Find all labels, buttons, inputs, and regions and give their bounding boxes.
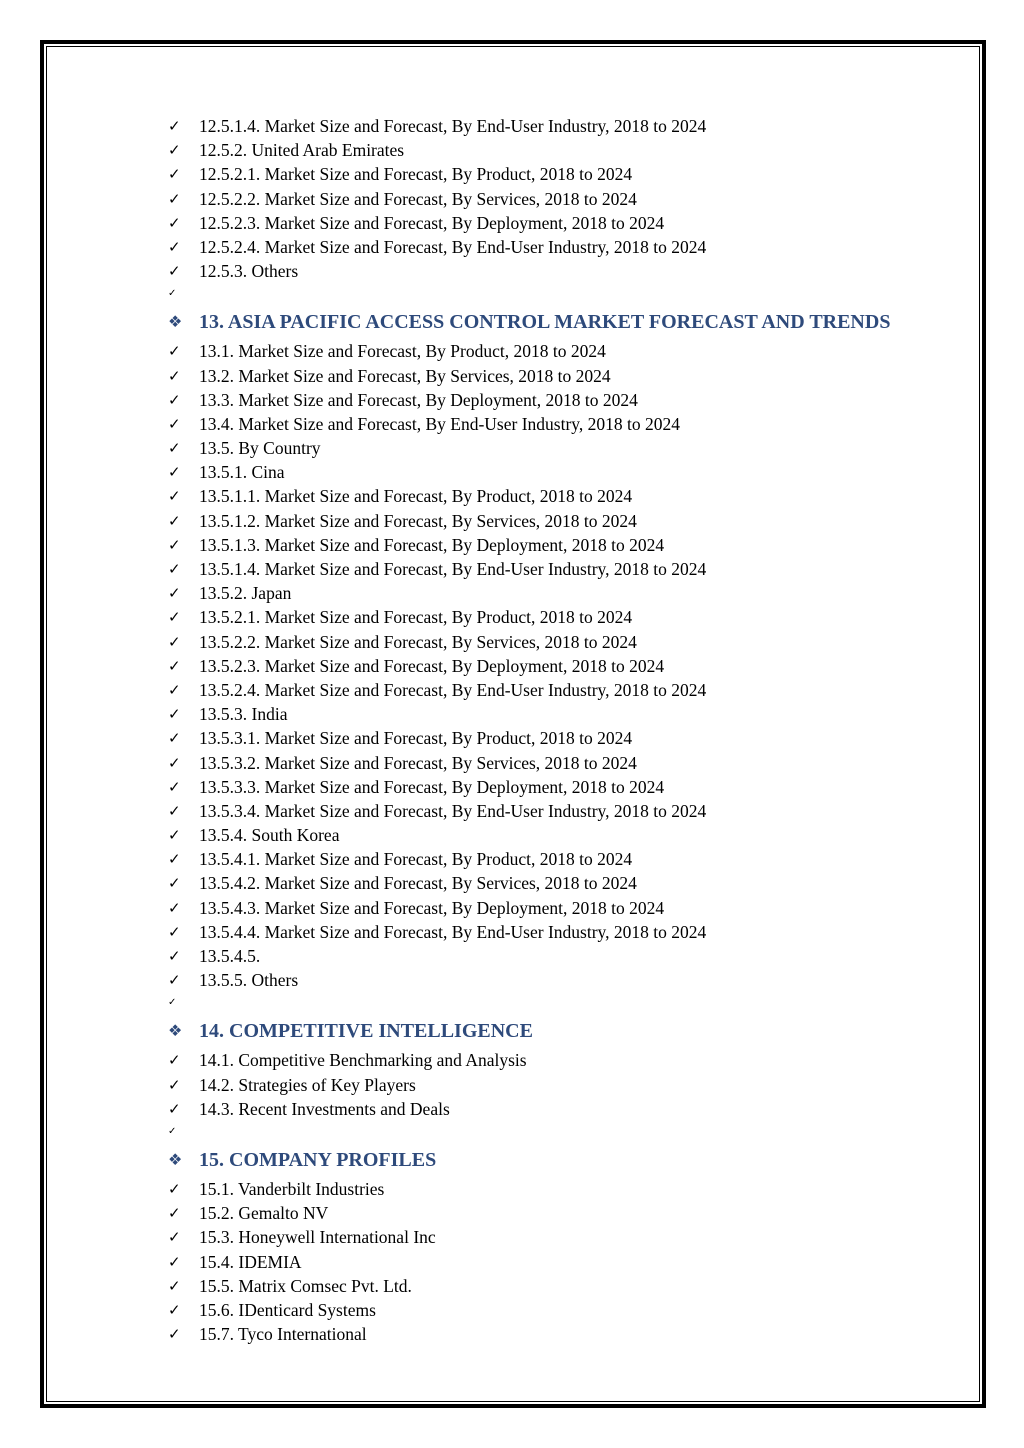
list-item-text: 13.5.4.5. [199, 946, 261, 966]
section-heading-text: 15. COMPANY PROFILES [199, 1148, 437, 1171]
section-12-list [168, 114, 948, 305]
checkmark-icon: ✓ [168, 1325, 181, 1344]
checkmark-icon: ✓ [168, 1204, 181, 1223]
list-item [168, 799, 948, 823]
list-item-text: 13.5.1.3. Market Size and Forecast, By Deployment, 2018 to 2024 [199, 534, 665, 555]
list-item-text: 12.5.1.4. Market Size and Forecast, By End-User Industry, 2018 to 2024 [199, 116, 707, 136]
checkmark-icon: ✓ [168, 1125, 177, 1137]
list-item-text: 15.5. Matrix Comsec Pvt. Ltd. [199, 1275, 412, 1296]
checkmark-icon: ✓ [168, 342, 181, 361]
list-item-text: 13.2. Market Size and Forecast, By Services, 2018 to 2024 [199, 365, 611, 386]
checkmark-icon: ✓ [168, 826, 181, 845]
list-item [168, 187, 948, 211]
checkmark-icon: ✓ [168, 1228, 181, 1247]
list-item [168, 630, 948, 654]
checkmark-icon: ✓ [168, 947, 181, 965]
empty-list-item [168, 1121, 948, 1143]
list-item-text: 13.5.4.2. Market Size and Forecast, By Services, 2018 to 2024 [199, 873, 637, 894]
list-item-text: 13.4. Market Size and Forecast, By End-User Industry, 2018 to 2024 [199, 413, 681, 434]
checkmark-icon: ✓ [168, 262, 181, 281]
checkmark-icon: ✓ [168, 850, 181, 869]
checkmark-icon: ✓ [168, 1252, 181, 1271]
list-item-text: 13.5.1.4. Market Size and Forecast, By End-User Industry, 2018 to 2024 [199, 559, 707, 579]
checkmark-icon: ✓ [168, 1075, 181, 1094]
checkmark-icon: ✓ [168, 141, 181, 160]
list-item-text: 14.2. Strategies of Key Players [199, 1074, 416, 1095]
list-item [168, 968, 948, 992]
checkmark-icon: ✓ [168, 922, 181, 941]
list-item-text: 12.5.2. United Arab Emirates [199, 140, 405, 161]
list-item [168, 726, 948, 750]
list-item-text: 15.3. Honeywell International Inc [199, 1227, 436, 1248]
list-item [168, 678, 948, 702]
list-item [168, 162, 948, 186]
diamond-bullet-icon: ❖ [168, 312, 183, 332]
checkmark-icon: ✓ [168, 753, 181, 772]
checkmark-icon: ✓ [168, 1051, 181, 1070]
checkmark-icon: ✓ [168, 165, 181, 184]
checkmark-icon: ✓ [168, 117, 181, 135]
list-item [168, 775, 948, 799]
checkmark-icon: ✓ [168, 874, 181, 893]
list-item [168, 114, 948, 138]
list-item-text: 14.3. Recent Investments and Deals [199, 1098, 450, 1119]
list-item [168, 1274, 948, 1298]
list-item-text: 13.5.4.4. Market Size and Forecast, By End-User Industry, 2018 to 2024 [199, 921, 707, 942]
list-item [168, 211, 948, 235]
checkmark-icon: ✓ [168, 189, 181, 208]
list-item-text: 15.6. IDenticard Systems [199, 1299, 376, 1320]
checkmark-icon: ✓ [168, 971, 181, 990]
list-item [168, 1298, 948, 1322]
list-item [168, 533, 948, 557]
list-item [168, 920, 948, 944]
list-item-text: 13.5.2.3. Market Size and Forecast, By Deployment, 2018 to 2024 [199, 655, 665, 676]
diamond-bullet-icon: ❖ [168, 1021, 183, 1041]
list-item [168, 1177, 948, 1201]
list-item-text: 13.3. Market Size and Forecast, By Deployment, 2018 to 2024 [199, 389, 638, 410]
list-item-text: 13.5. By Country [199, 438, 321, 459]
checkmark-icon: ✓ [168, 237, 181, 256]
list-item-text: 13.5.2.1. Market Size and Forecast, By Product, 2018 to 2024 [199, 607, 633, 628]
list-item [168, 847, 948, 871]
list-item [168, 751, 948, 775]
diamond-bullet-icon: ❖ [168, 1149, 183, 1169]
checkmark-icon: ✓ [168, 414, 181, 433]
list-item [168, 364, 948, 388]
list-item-text: 13.5.4.1. Market Size and Forecast, By Product, 2018 to 2024 [199, 849, 633, 870]
list-item-text: 13.1. Market Size and Forecast, By Product, 2018 to 2024 [199, 341, 606, 362]
checkmark-icon: ✓ [168, 560, 181, 578]
list-item-text: 13.5.1.2. Market Size and Forecast, By Services, 2018 to 2024 [199, 510, 637, 531]
list-item-text: 15.7. Tyco International [199, 1324, 367, 1345]
checkmark-icon: ✓ [168, 997, 177, 1009]
list-item [168, 581, 948, 605]
list-item-text: 13.5.2.4. Market Size and Forecast, By End-User Industry, 2018 to 2024 [199, 679, 707, 700]
list-item-text: 12.5.2.2. Market Size and Forecast, By Services, 2018 to 2024 [199, 188, 637, 209]
checkmark-icon: ✓ [168, 1099, 181, 1118]
list-item [168, 412, 948, 436]
checkmark-icon: ✓ [168, 705, 181, 724]
list-item [168, 1048, 948, 1072]
list-item-text: 12.5.3. Others [199, 261, 299, 282]
checkmark-icon: ✓ [168, 1300, 181, 1319]
checkmark-icon: ✓ [168, 656, 181, 675]
checkmark-icon: ✓ [168, 898, 181, 917]
checkmark-icon: ✓ [168, 777, 181, 796]
checkmark-icon: ✓ [168, 366, 181, 385]
list-item [168, 823, 948, 847]
list-item-text: 12.5.2.1. Market Size and Forecast, By Product, 2018 to 2024 [199, 164, 633, 185]
list-item-text: 13.5.4. South Korea [199, 825, 340, 846]
list-item [168, 896, 948, 920]
list-item [168, 702, 948, 726]
list-item [168, 1322, 948, 1346]
list-item [168, 871, 948, 895]
list-item [168, 1225, 948, 1249]
list-item [168, 460, 948, 484]
checkmark-icon: ✓ [168, 1179, 181, 1198]
empty-list-item [168, 992, 948, 1014]
section-heading [168, 1143, 948, 1177]
list-item-text: 13.5.3. India [199, 704, 288, 725]
checkmark-icon: ✓ [168, 584, 181, 603]
section-13 [168, 305, 948, 1014]
section-15 [168, 1143, 948, 1346]
list-item-text: 13.5.3.3. Market Size and Forecast, By Deployment, 2018 to 2024 [199, 776, 665, 797]
list-item-text: 15.2. Gemalto NV [199, 1203, 329, 1224]
list-item [168, 259, 948, 283]
checkmark-icon: ✓ [168, 632, 181, 651]
checkmark-icon: ✓ [168, 680, 181, 699]
list-item [168, 1250, 948, 1274]
list-item [168, 654, 948, 678]
section-heading [168, 305, 948, 339]
empty-list-item [168, 283, 948, 305]
list-item [168, 605, 948, 629]
table-of-contents [168, 114, 948, 1346]
checkmark-icon: ✓ [168, 729, 181, 748]
section-14 [168, 1014, 948, 1143]
checkmark-icon: ✓ [168, 801, 181, 820]
checkmark-icon: ✓ [168, 487, 181, 506]
list-item-text: 13.5.5. Others [199, 970, 299, 991]
list-item [168, 138, 948, 162]
section-heading-text: 14. COMPETITIVE INTELLIGENCE [199, 1020, 533, 1043]
checkmark-icon: ✓ [168, 1276, 181, 1295]
list-item-text: 13.5.3.4. Market Size and Forecast, By End-User Industry, 2018 to 2024 [199, 800, 707, 821]
section-heading-text: 13. ASIA PACIFIC ACCESS CONTROL MARKET FORECAST AND TRENDS [199, 311, 891, 334]
list-item [168, 484, 948, 508]
list-item [168, 944, 948, 968]
list-item-text: 15.4. IDEMIA [199, 1251, 302, 1272]
checkmark-icon: ✓ [168, 511, 181, 530]
list-item-text: 13.5.3.2. Market Size and Forecast, By Services, 2018 to 2024 [199, 752, 637, 773]
list-item-text: 13.5.1. Cina [199, 462, 285, 483]
list-item [168, 339, 948, 363]
list-item [168, 1097, 948, 1121]
checkmark-icon: ✓ [168, 439, 181, 458]
list-item [168, 436, 948, 460]
list-item [168, 388, 948, 412]
checkmark-icon: ✓ [168, 608, 181, 627]
list-item-text: 12.5.2.4. Market Size and Forecast, By End-User Industry, 2018 to 2024 [199, 236, 707, 257]
list-item-text: 13.5.1.1. Market Size and Forecast, By Product, 2018 to 2024 [199, 486, 633, 507]
list-item-text: 13.5.3.1. Market Size and Forecast, By Product, 2018 to 2024 [199, 728, 633, 749]
list-item-text: 14.1. Competitive Benchmarking and Analysis [199, 1050, 527, 1071]
list-item [168, 1201, 948, 1225]
checkmark-icon: ✓ [168, 535, 181, 554]
checkmark-icon: ✓ [168, 463, 181, 482]
list-item-text: 13.5.2.2. Market Size and Forecast, By Services, 2018 to 2024 [199, 631, 637, 652]
checkmark-icon: ✓ [168, 390, 181, 409]
checkmark-icon: ✓ [168, 213, 181, 232]
checkmark-icon: ✓ [168, 288, 177, 300]
list-item [168, 1073, 948, 1097]
list-item-text: 15.1. Vanderbilt Industries [199, 1178, 385, 1199]
list-item-text: 13.5.2. Japan [199, 583, 292, 604]
list-item [168, 235, 948, 259]
list-item [168, 509, 948, 533]
list-item-text: 13.5.4.3. Market Size and Forecast, By Deployment, 2018 to 2024 [199, 897, 665, 918]
section-heading [168, 1014, 948, 1048]
list-item-text: 12.5.2.3. Market Size and Forecast, By Deployment, 2018 to 2024 [199, 212, 665, 233]
list-item [168, 557, 948, 581]
